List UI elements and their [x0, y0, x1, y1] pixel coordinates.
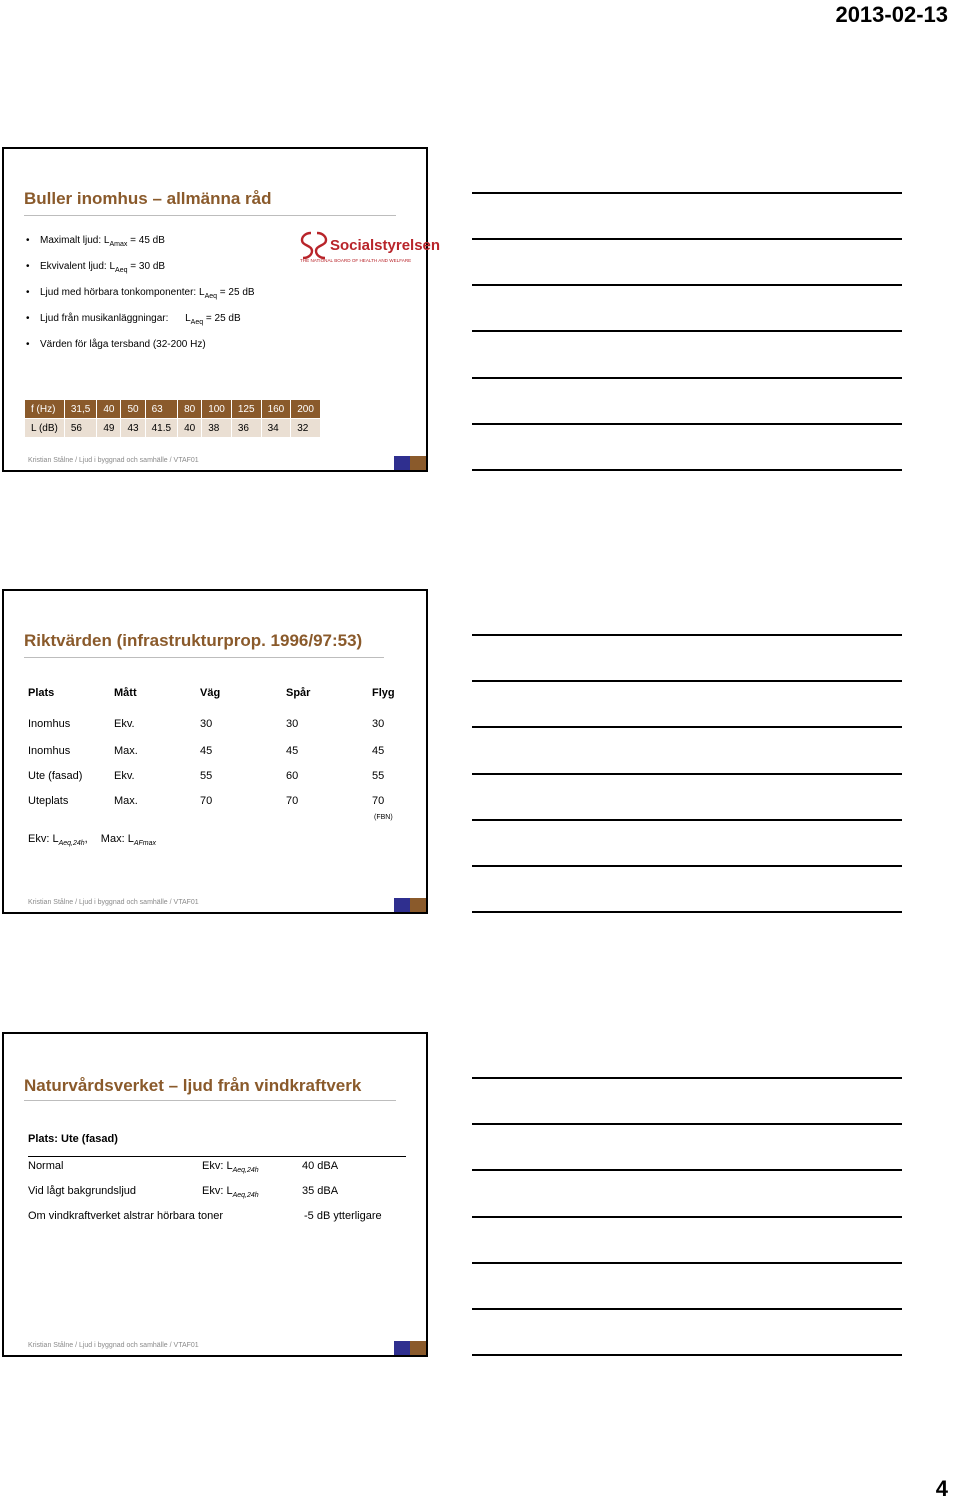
guideline-cell: 45	[200, 745, 213, 757]
wind-row-label: Normal	[28, 1160, 64, 1172]
level-cell: 36	[231, 419, 261, 438]
col-matt: Mått	[114, 687, 137, 699]
slide-title: Naturvårdsverket – ljud från vindkraftverk	[24, 1076, 362, 1095]
frequency-cell: 50	[121, 400, 145, 419]
frequency-cell: 31,5	[64, 400, 96, 419]
footer-text: Kristian Stålne / Ljud i byggnad och samhälle / VTAF01	[28, 457, 199, 464]
level-cell: 40	[178, 419, 202, 438]
wind-row-label: Vid lågt bakgrundsljud	[28, 1185, 137, 1197]
legend-ekv-label: Ekv: L	[28, 833, 59, 845]
legend-max-label: Max: L	[100, 833, 134, 845]
bullet-item: • Ljud från musikanläggningar: $L_{Aeq} = 25$ dB	[24, 313, 255, 339]
guideline-cell: 55	[200, 770, 213, 782]
frequency-cell: 125	[231, 400, 261, 419]
level-cell: 38	[202, 419, 232, 438]
guideline-cell: 70	[286, 795, 299, 807]
title-underline	[24, 1100, 396, 1101]
col-spar: Spår	[286, 687, 311, 699]
guideline-cell: Max.	[114, 795, 138, 807]
frequency-cell: 160	[261, 400, 291, 419]
slide-title: Riktvärden (infrastrukturprop. 1996/97:53)	[24, 631, 363, 650]
guideline-cell: Inomhus	[28, 745, 71, 757]
page-number: 4	[935, 1476, 948, 1501]
frequency-cell: 40	[97, 400, 121, 419]
level-cell: 43	[121, 419, 145, 438]
table-divider	[28, 1156, 406, 1157]
logo-wordmark: Socialstyrelsen	[330, 237, 441, 254]
location-subtitle: Plats: Ute (fasad)	[28, 1133, 118, 1145]
level-cell: 32	[291, 419, 321, 438]
frequency-cell: 63	[145, 400, 177, 419]
level-cell: L (dB)	[25, 419, 65, 438]
guideline-cell: 60	[286, 770, 299, 782]
footer-text: Kristian Stålne / Ljud i byggnad och samhälle / VTAF01	[28, 899, 199, 906]
frequency-cell: 100	[202, 400, 232, 419]
slide-1	[2, 147, 441, 472]
guideline-cell: Inomhus	[28, 718, 71, 730]
logo-tagline: THE NATIONAL BOARD OF HEALTH AND WELFARE	[300, 258, 412, 263]
slide-2	[2, 589, 428, 914]
guideline-cell: Uteplats	[28, 795, 69, 807]
abbreviation-legend	[28, 833, 156, 847]
frequency-header-row	[25, 400, 321, 419]
bullet-item: • Maximalt ljud: $L_{Amax} = 45$ dB	[24, 235, 255, 261]
wind-row-value: -5 dB ytterligare	[304, 1210, 382, 1222]
guideline-cell: 45	[372, 745, 385, 757]
guideline-cell: 30	[200, 718, 213, 730]
title-underline	[24, 657, 384, 658]
frequency-cell: 200	[291, 400, 321, 419]
col-plats: Plats	[28, 687, 55, 699]
wind-row-value: 35 dBA	[302, 1185, 339, 1197]
level-cell: 56	[64, 419, 96, 438]
legend-ekv-subscript: Aeq,24h	[58, 840, 85, 848]
wind-row-label: Om vindkraftverket alstrar hörbara toner	[28, 1210, 224, 1222]
guideline-cell: Ekv.	[114, 718, 135, 730]
frequency-cell: f (Hz)	[25, 400, 65, 419]
guideline-cell: Ekv.	[114, 770, 135, 782]
footer-color-bar	[394, 456, 426, 470]
guideline-cell: 55	[372, 770, 385, 782]
footer-color-bar	[394, 1341, 426, 1355]
legend-separator: ,	[84, 833, 88, 845]
frequency-table	[24, 399, 321, 438]
guideline-cell: 70	[200, 795, 213, 807]
socialstyrelsen-logo	[297, 229, 441, 263]
wind-row-measure: Ekv: $L_{Aeq,24h}$	[202, 1185, 259, 1200]
footer-text: Kristian Stålne / Ljud i byggnad och samhälle / VTAF01	[28, 1342, 199, 1349]
level-row	[25, 419, 321, 438]
legend-max-subscript: AFmax	[133, 840, 156, 848]
level-cell: 49	[97, 419, 121, 438]
guideline-cell: Max.	[114, 745, 138, 757]
bullet-list	[24, 235, 255, 365]
guideline-cell: Ute (fasad)	[28, 770, 83, 782]
bullet-item: • Ljud med hörbara tonkomponenter: $L_{Aeq} = 25$ dB	[24, 287, 255, 313]
page-date: 2013-02-13	[835, 2, 948, 27]
wind-row-value: 40 dBA	[302, 1160, 339, 1172]
wind-row-measure: Ekv: $L_{Aeq,24h}$	[202, 1160, 259, 1175]
bullet-item: • Ekvivalent ljud: $L_{Aeq} = 30$ dB	[24, 261, 255, 287]
footer-color-bar	[394, 898, 426, 912]
bullet-item: • Värden för låga tersband (32-200 Hz)	[24, 339, 255, 365]
guideline-cell: 30	[286, 718, 299, 730]
guideline-cell: 45	[286, 745, 299, 757]
title-underline	[24, 215, 396, 216]
level-cell: 41.5	[145, 419, 177, 438]
col-vag: Väg	[200, 687, 221, 699]
frequency-cell: 80	[178, 400, 202, 419]
guideline-cell: 70	[372, 795, 385, 807]
fbn-note: (FBN)	[374, 814, 393, 821]
col-flyg: Flyg	[372, 687, 395, 699]
guideline-cell: 30	[372, 718, 385, 730]
level-cell: 34	[261, 419, 291, 438]
slide-3	[2, 1032, 428, 1357]
slide-title: Buller inomhus – allmänna råd	[24, 189, 272, 208]
